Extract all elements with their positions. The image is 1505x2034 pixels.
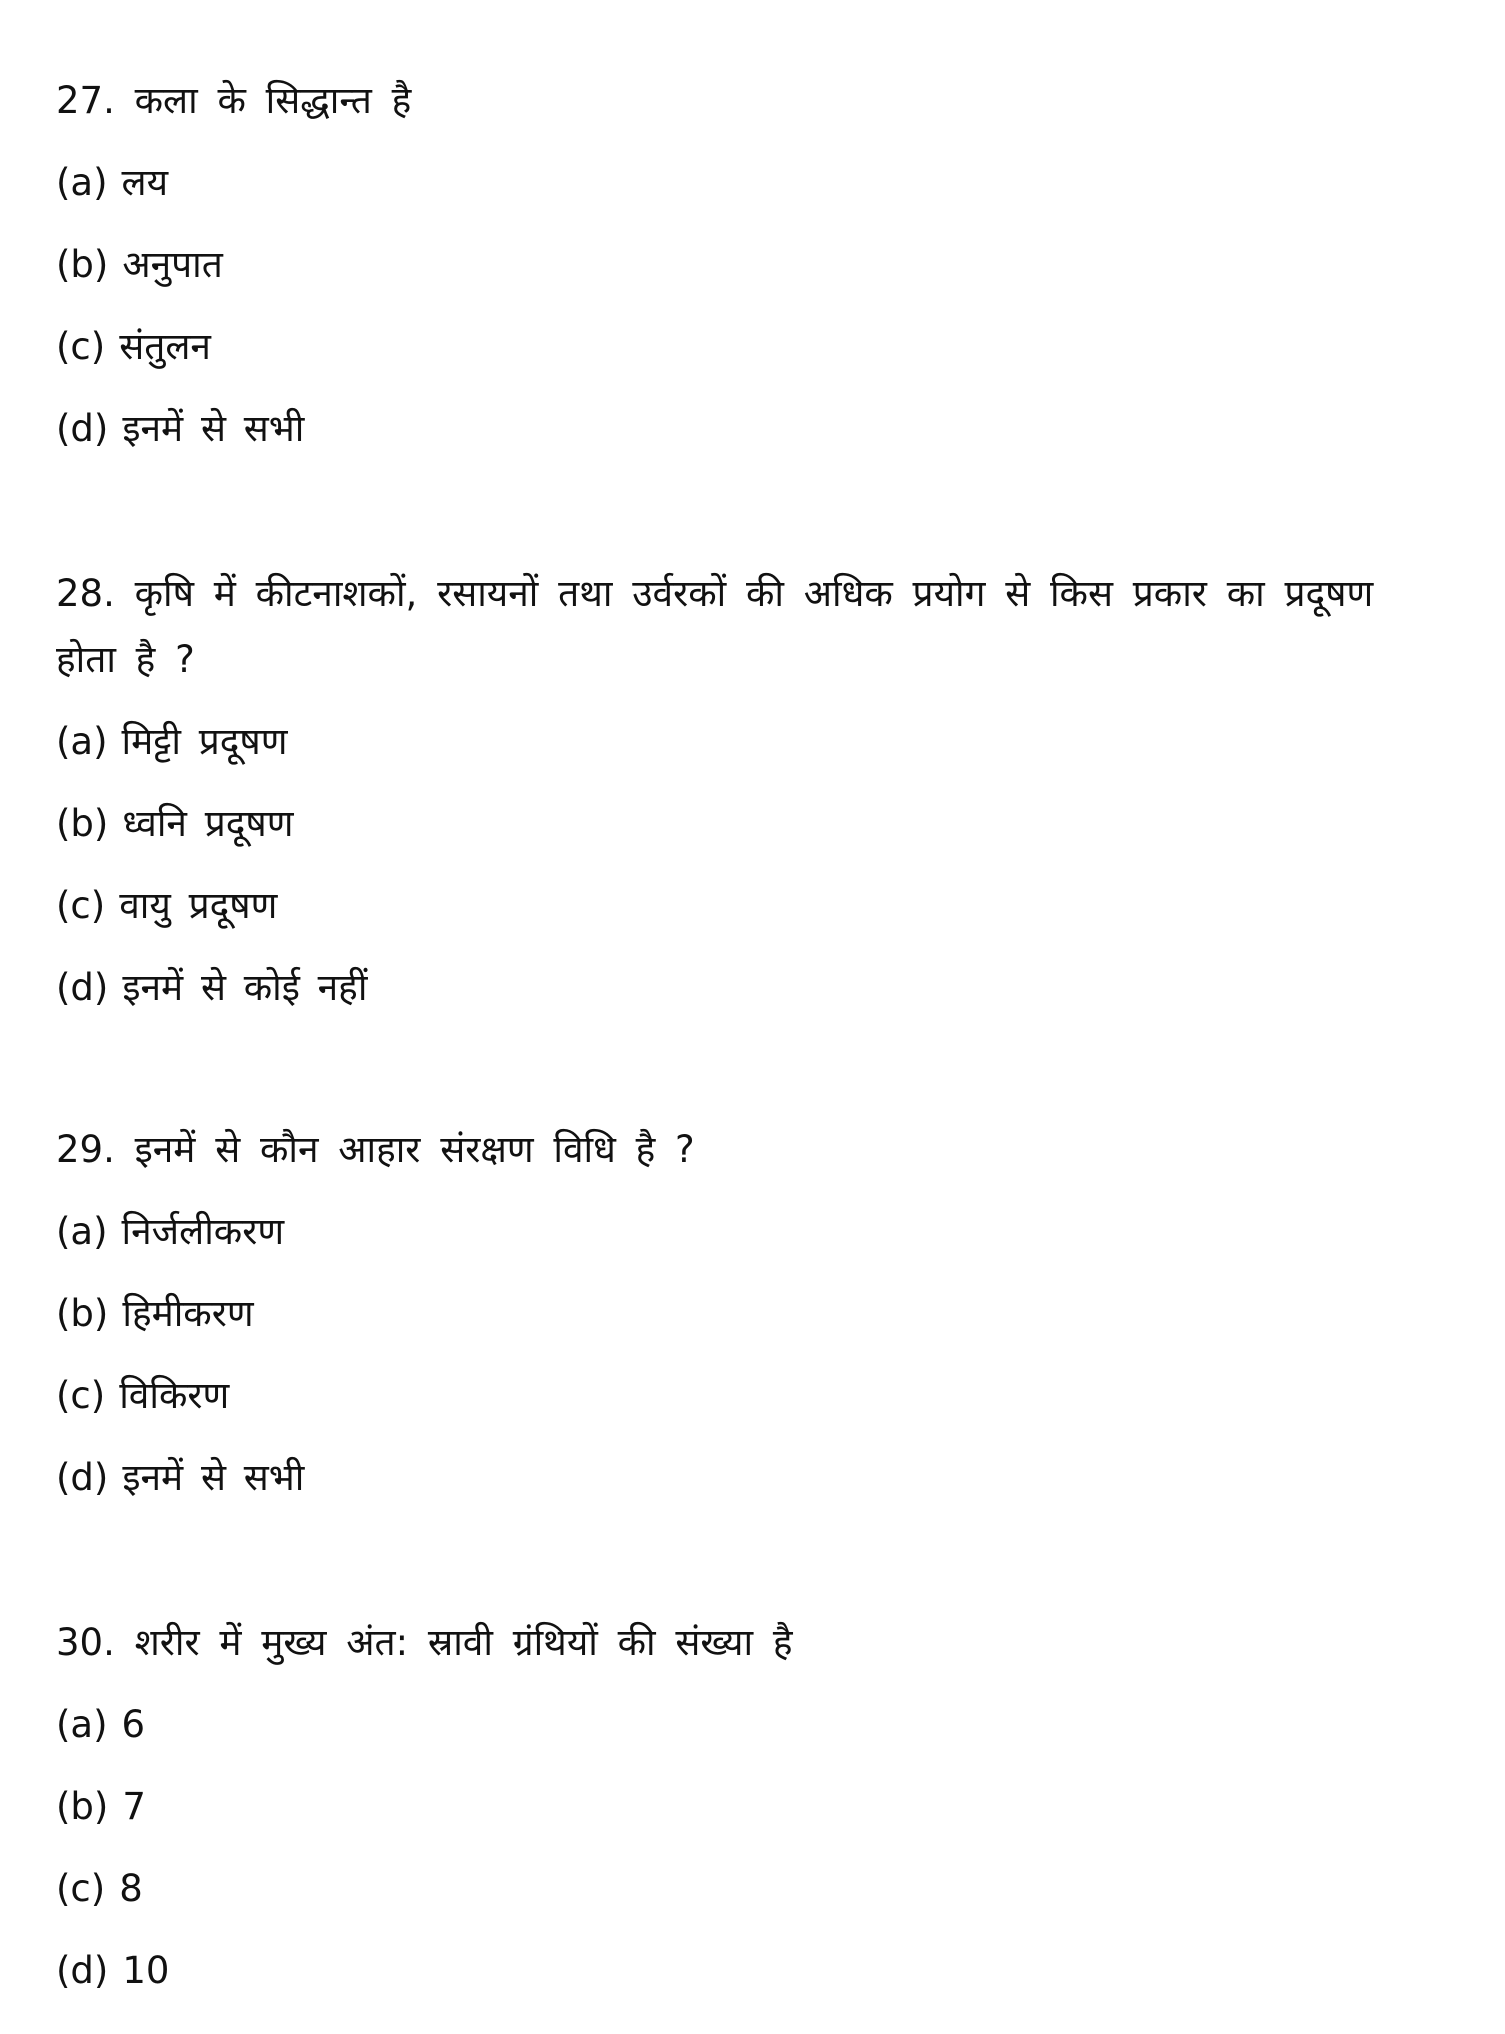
question-text: 29. इनमें से कौन आहार संरक्षण विधि है ? <box>56 1128 695 1171</box>
option-c <box>56 1848 1396 1930</box>
option-text: 10 <box>122 1949 170 1992</box>
option-text: संतुलन <box>119 325 211 368</box>
option-c <box>56 865 1396 947</box>
option-c <box>56 1355 1396 1437</box>
option-b <box>56 224 1396 306</box>
option-label: (d) <box>56 407 109 450</box>
option-text: मिट्टी प्रदूषण <box>121 720 288 763</box>
option-label: (c) <box>56 1374 106 1417</box>
option-text: ध्वनि प्रदूषण <box>122 802 294 845</box>
question-30 <box>56 1610 1396 2012</box>
option-label: (d) <box>56 966 109 1009</box>
option-text: 8 <box>119 1867 143 1910</box>
option-label: (c) <box>56 1867 106 1910</box>
option-text: इनमें से सभी <box>122 1456 305 1499</box>
option-label: (b) <box>56 1292 109 1335</box>
option-text: इनमें से कोई नहीं <box>122 966 368 1009</box>
option-label: (a) <box>56 1210 108 1253</box>
option-d <box>56 1930 1396 2012</box>
option-label: (d) <box>56 1949 109 1992</box>
option-b <box>56 1766 1396 1848</box>
option-a <box>56 1684 1396 1766</box>
option-label: (c) <box>56 325 106 368</box>
option-text: इनमें से सभी <box>122 407 305 450</box>
question-27 <box>56 68 1396 470</box>
option-text: हिमीकरण <box>122 1292 254 1335</box>
question-29 <box>56 1117 1396 1519</box>
option-text: विकिरण <box>119 1374 230 1417</box>
option-b <box>56 1273 1396 1355</box>
question-text: 28. कृषि में कीटनाशकों, रसायनों तथा उर्वरकों की अधिक प्रयोग से किस प्रकार का प्रदूषण होता है ? <box>56 572 1374 681</box>
option-c <box>56 306 1396 388</box>
option-d <box>56 388 1396 470</box>
option-text: वायु प्रदूषण <box>119 884 278 927</box>
option-a <box>56 1191 1396 1273</box>
option-label: (a) <box>56 1703 108 1746</box>
option-d <box>56 947 1396 1029</box>
option-a <box>56 701 1396 783</box>
option-label: (b) <box>56 243 109 286</box>
question-text: 27. कला के सिद्धान्त है <box>56 79 412 122</box>
question-28 <box>56 561 1396 1029</box>
option-text: अनुपात <box>122 243 223 286</box>
option-label: (b) <box>56 1785 109 1828</box>
option-d <box>56 1437 1396 1519</box>
option-text: 7 <box>122 1785 146 1828</box>
option-text: 6 <box>121 1703 146 1746</box>
option-text: लय <box>121 161 169 204</box>
option-label: (b) <box>56 802 109 845</box>
option-label: (d) <box>56 1456 109 1499</box>
option-label: (a) <box>56 720 108 763</box>
option-b <box>56 783 1396 865</box>
option-label: (a) <box>56 161 108 204</box>
option-text: निर्जलीकरण <box>121 1210 285 1253</box>
option-a <box>56 142 1396 224</box>
question-text: 30. शरीर में मुख्य अंत: स्रावी ग्रंथियों की संख्या है <box>56 1621 793 1664</box>
option-label: (c) <box>56 884 106 927</box>
